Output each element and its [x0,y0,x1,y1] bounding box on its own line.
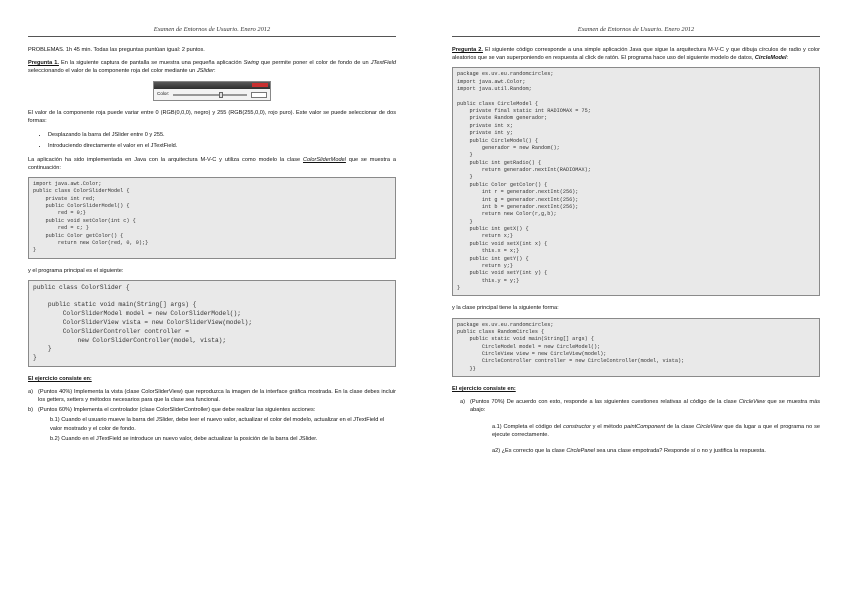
q1-jtextfield: JTextField [370,60,396,67]
exercise-heading-text: El ejercicio consiste en: [28,376,92,383]
figure-color-label: Color: [157,91,170,97]
page-header: Examen de Entornos de Usuario. Enero 2012 [452,25,820,37]
item-b2: b.2) Cuando en el JTextField se introduce un nuevo valor, debe actualizar la posición de la barra del JSlider. [50,435,318,442]
main-program-paragraph: y el programa principal es el siguiente: [28,267,124,274]
code-colorslider-main: public class ColorSlider { public static void main(String[] args) { ColorSliderModel model = new ColorSliderModel(); ColorSliderView vista = new ColorSliderView(model); ColorSliderController controller = new ColorSliderController(model, vista); } } [28,280,396,367]
implementation-paragraph [28,156,396,172]
item-a-label: a) [460,399,465,406]
a1-paintcomponent: paintComponent [624,423,666,430]
color-slider-track [173,94,247,96]
code-circlemodel: package es.uv.eu.randomcircles; import java.awt.Color; import java.util.Random; public class CircleModel { private final static int RADIOMAX = 75; private Random generador; private int x; private int y; public CircleModel() { generador = new Random(); } public int getRadio() { return generador.nextInt(RADIOMAX); } public Color getColor() { int r = generador.nextInt(256); int g = generador.nextInt(256); int b = generador.nextInt(256); return new Color(r,g,b); } public int getX() { return x;} public void setX(int x) { this.x = x;} public int getY() { return y;} public void setY(int y) { this.y = y;} } [452,67,820,296]
q1-text-a: En la siguiente captura de pantalla se muestra una pequeña aplicación [58,60,244,67]
item-b-text: (Puntos 60%) Implementa el controlador (clase ColorSliderController) que debe realizar las siguientes acciones: [38,407,316,414]
question-2-label: Pregunta 2. [452,47,483,53]
a-class-name: CircleView [738,399,766,406]
slider-app-window [153,81,271,101]
item-b1: b.1) Cuando el usuario mueve la barra del JSlider, debe leer el nuevo valor, actualizar el color del modelo, actualizar en el JTextField el valor mostrado y el color de fondo. [50,417,385,432]
red-color-swatch [252,83,268,87]
item-b-label: b) [28,407,33,414]
exercise-heading-text: El ejercicio consiste en: [452,386,516,393]
item-a-text: (Puntos 40%) Implementa la vista (clase ColorSliderView) que reproduzca la imagen de la interface gráfica mostrada. En la clase debes incluir los getters, setters y métodos necesarios para que la clase sea funcional. [38,389,396,404]
selection-methods-list [48,131,396,150]
q1-swing: Swing [243,60,259,67]
page-header: Examen de Entornos de Usuario. Enero 2012 [28,25,396,37]
question-2-intro [452,46,820,62]
impl-class-name: ColorSliderModel [303,156,346,163]
main-class-paragraph: y la clase principal tiene la siguiente forma: [452,305,559,312]
question-1-label: Pregunta 1. [28,60,59,67]
slider-thumb [219,92,223,98]
code-colorslidermodel: import java.awt.Color; public class ColorSliderModel { private int red; public ColorSliderModel() { red = 0;} public void setColor(int c) { red = c; } public Color getColor() { return new Color(red, 0, 0);} } [28,177,396,259]
exercise-heading [28,375,396,383]
question-1-intro [28,59,396,75]
a-text-b: que se muestra más abajo: [470,399,820,414]
exercise-heading [452,385,820,393]
range-paragraph: El valor de la componente roja puede variar entre 0 (RGB(0,0,0), negro) y 255 (RGB(255,0,0), rojo puro). Este valor se puede seleccionar de dos formas: [28,110,396,125]
a1-class-name: CircleView [696,423,723,430]
code-randomcircles: package es.uv.eu.randomcircles; public class RandomCircles { public static void main(String[] args) { CircleModel model = new CircleModel(); CircleView view = new CircleView(model); CircleController controller = new CircleController(model, vista); }} [452,318,820,378]
q2-class-name: CircleModel [754,55,787,62]
a1-text-b: y el método [590,423,625,430]
a-text-a: (Puntos 70%) De acuerdo con esto, responde a las siguientes cuestiones relativas al código de la clase [470,399,739,406]
q2-text-a: El siguiente código corresponde a una simple aplicación Java que sigue la arquitectura M-V-C y que dibuja círculos de radio y color aleatorios que se van superponiendo en respuesta al click de ratón. El programa hace uso del siguiente modelo de datos, [452,47,820,62]
item-a-label: a) [28,389,33,396]
q1-jslider: JSlider [196,68,214,75]
a2-text-a: a2) ¿Es correcto que la clase [492,447,567,454]
bullet-textfield: • Introduciendo directamente el valor en el JTextField. [48,142,396,150]
item-a1 [492,423,820,439]
item-b [28,406,396,414]
a1-text-c: de la clase [665,423,697,430]
item-a-text [470,398,820,414]
q2-text-b: : [786,55,789,62]
left-content [28,46,396,445]
a1-text-a: a.1) Completa el código del [492,423,564,430]
a1-constructor: constructor [563,423,591,430]
slider-row [154,89,270,100]
right-page [424,0,848,599]
item-a [460,398,820,414]
slider-screenshot-figure [28,81,396,101]
q1-text-b: que permite poner el color de fondo de un [258,60,371,67]
right-content [452,46,820,463]
impl-text-b: que se muestra a continuación: [28,156,396,171]
intro-line: PROBLEMAS. 1h 45 min. Todas las preguntas puntúan igual: 2 puntos. [28,47,205,53]
item-a2 [492,447,820,455]
value-textfield [251,92,267,98]
a1-text-d: que da lugar a que el programa no se ejecute correctamente. [492,423,820,438]
impl-text-a: La aplicación ha sido implementada en Java con la arquitectura M-V-C y utiliza como modelo la clase [28,156,303,163]
q1-text-c: seleccionando el valor de la componente roja del color mediante un [28,68,197,75]
item-a [28,388,396,404]
a2-class-name: CirclePanel [566,447,595,454]
bullet-slider: • Desplazando la barra del JSlider entre 0 y 255. [48,131,396,139]
a2-text-b: sea una clase empotrada? Responde sí o no y justifica la respuesta. [594,447,766,454]
q1-text-d: : [213,68,216,75]
